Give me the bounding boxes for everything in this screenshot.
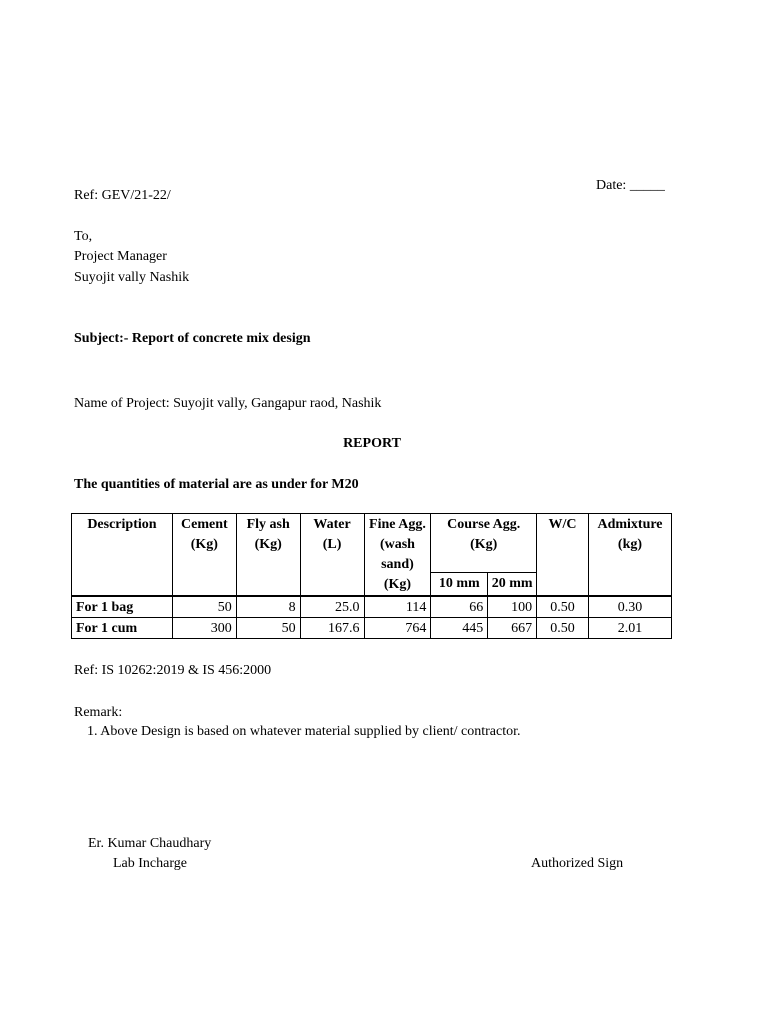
recipient-to: To, (74, 229, 93, 244)
cell-fine-agg: 114 (364, 596, 431, 618)
cell-cement: 300 (172, 618, 236, 639)
cell-admixture: 2.01 (588, 618, 671, 639)
header-water: Water (L) (300, 514, 364, 597)
reference-number: Ref: GEV/21-22/ (74, 188, 171, 203)
row-label: For 1 bag (72, 596, 173, 618)
recipient-title: Project Manager (74, 249, 167, 264)
remark-item: 1. Above Design is based on whatever material supplied by client/ contractor. (87, 724, 521, 739)
authorized-sign: Authorized Sign (531, 856, 624, 871)
header-20mm: 20 mm (488, 573, 537, 597)
row-label: For 1 cum (72, 618, 173, 639)
header-wc: W/C (537, 514, 589, 597)
cell-fine-agg: 764 (364, 618, 431, 639)
remark-label: Remark: (74, 705, 123, 720)
signer-role: Lab Incharge (113, 856, 187, 871)
report-title: REPORT (343, 436, 401, 451)
cell-water: 167.6 (300, 618, 364, 639)
quantities-heading: The quantities of material are as under for M20 (74, 477, 359, 492)
cell-agg-10mm: 445 (431, 618, 488, 639)
cell-agg-20mm: 667 (488, 618, 537, 639)
cell-water: 25.0 (300, 596, 364, 618)
cell-cement: 50 (172, 596, 236, 618)
cell-flyash: 8 (236, 596, 300, 618)
header-10mm: 10 mm (431, 573, 488, 597)
table-row (72, 596, 672, 618)
header-cement: Cement (Kg) (172, 514, 236, 597)
project-name: Name of Project: Suyojit vally, Gangapur raod, Nashik (74, 396, 382, 411)
cell-agg-10mm: 66 (431, 596, 488, 618)
cell-agg-20mm: 100 (488, 596, 537, 618)
signer-name: Er. Kumar Chaudhary (88, 836, 212, 851)
mix-design-table (71, 513, 672, 639)
reference-standard: Ref: IS 10262:2019 & IS 456:2000 (74, 663, 272, 678)
header-fine-agg: Fine Agg. (wash sand) (Kg) (364, 514, 431, 597)
cell-wc: 0.50 (537, 596, 589, 618)
header-course-agg: Course Agg. (Kg) (431, 514, 537, 573)
header-description: Description (72, 514, 173, 597)
table-row (72, 618, 672, 639)
cell-admixture: 0.30 (588, 596, 671, 618)
cell-wc: 0.50 (537, 618, 589, 639)
header-flyash: Fly ash (Kg) (236, 514, 300, 597)
subject-line: Subject:- Report of concrete mix design (74, 331, 311, 346)
recipient-address: Suyojit vally Nashik (74, 270, 190, 285)
cell-flyash: 50 (236, 618, 300, 639)
header-admixture: Admixture (kg) (588, 514, 671, 597)
date-line: Date: _____ (596, 178, 665, 193)
